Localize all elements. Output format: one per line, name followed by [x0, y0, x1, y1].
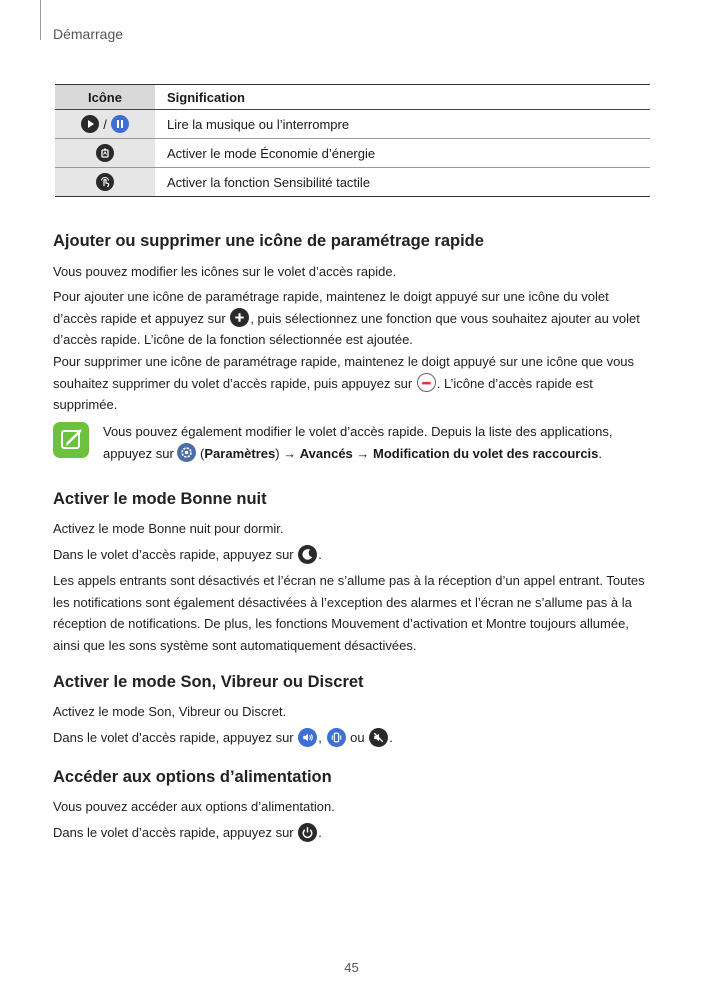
good-night-icon: [298, 545, 317, 564]
note-text: Vous pouvez également modifier le volet d’accès rapide. Depuis la liste des applications, appuyez sur (Paramètres) → Avancés → Modification du volet des raccourcis.: [103, 424, 613, 461]
heading-power-options: Accéder aux options d’alimentation: [53, 768, 332, 786]
pause-icon: [111, 115, 129, 133]
sound-icon: [298, 728, 317, 747]
icon-table: [55, 84, 650, 197]
paragraph: Dans le volet d’accès rapide, appuyez sur .: [53, 822, 649, 844]
power-saving-icon: [96, 144, 114, 162]
table-row: [55, 110, 650, 139]
paragraph: Activez le mode Bonne nuit pour dormir.: [53, 521, 284, 536]
heading-sound-mode: Activer le mode Son, Vibreur ou Discret: [53, 673, 364, 691]
paragraph: Vous pouvez modifier les icônes sur le volet d’accès rapide.: [53, 264, 397, 279]
paragraph: Vous pouvez accéder aux options d’alimentation.: [53, 799, 335, 814]
paragraph: Activez le mode Son, Vibreur ou Discret.: [53, 704, 287, 719]
add-icon: [230, 308, 249, 327]
table-header-row: [55, 85, 650, 110]
settings-gear-icon: [177, 443, 196, 462]
paragraph: Pour ajouter une icône de paramétrage rapide, maintenez le doigt appuyé sur une icône du volet d’accès rapide et appuyez sur , puis sélectionnez une fonction que vous souhaitez ajouter au volet d’accès rapide. L’icône de la fonction sélectionnée est ajoutée.: [53, 289, 640, 347]
remove-icon: [417, 373, 436, 392]
paragraph: Dans le volet d’accès rapide, appuyez sur , ou .: [53, 727, 649, 749]
settings-label: Paramètres: [204, 445, 276, 461]
heading-good-night: Activer le mode Bonne nuit: [53, 490, 267, 508]
table-cell-meaning: Activer le mode Économie d’énergie: [155, 139, 650, 168]
play-icon: [81, 115, 99, 133]
table-row: [55, 168, 650, 197]
page-number: 45: [344, 960, 359, 975]
column-header-meaning: Signification: [155, 85, 650, 110]
table-cell-meaning: Activer la fonction Sensibilité tactile: [155, 168, 650, 197]
table-row: [55, 139, 650, 168]
mute-icon: [369, 728, 388, 747]
note-icon: [53, 422, 89, 458]
power-icon: [298, 823, 317, 842]
section-header: Démarrage: [53, 26, 124, 42]
page-corner-mark: [40, 0, 41, 40]
heading-quick-settings: Ajouter ou supprimer une icône de paramétrage rapide: [53, 232, 484, 250]
vibrate-icon: [327, 728, 346, 747]
touch-sensitivity-icon: [96, 173, 114, 191]
table-cell-meaning: Lire la musique ou l’interrompre: [155, 110, 650, 139]
advanced-label: Avancés: [299, 445, 353, 461]
paragraph: Pour supprimer une icône de paramétrage rapide, maintenez le doigt appuyé sur une icône que vous souhaitez supprimer du volet d’accès rapide, puis appuyez sur . L’icône d’accès rapide est supprimée.: [53, 354, 635, 412]
icon-separator: /: [103, 116, 107, 132]
paragraph: Les appels entrants sont désactivés et l’écran ne s’allume pas à la réception d’un appel entrant. Toutes les notifications sont également désactivées à l’exception des alarmes et l’écran ne s’allume pas à la réception de notifications. De plus, les fonctions Mouvement d’activation et Montre toujours allumée, ainsi que les sons système sont automatiquement désactivées.: [53, 573, 645, 653]
edit-shortcuts-label: Modification du volet des raccourcis: [373, 445, 599, 461]
column-header-icon: Icône: [55, 85, 155, 110]
paragraph: Dans le volet d’accès rapide, appuyez sur .: [53, 544, 649, 566]
